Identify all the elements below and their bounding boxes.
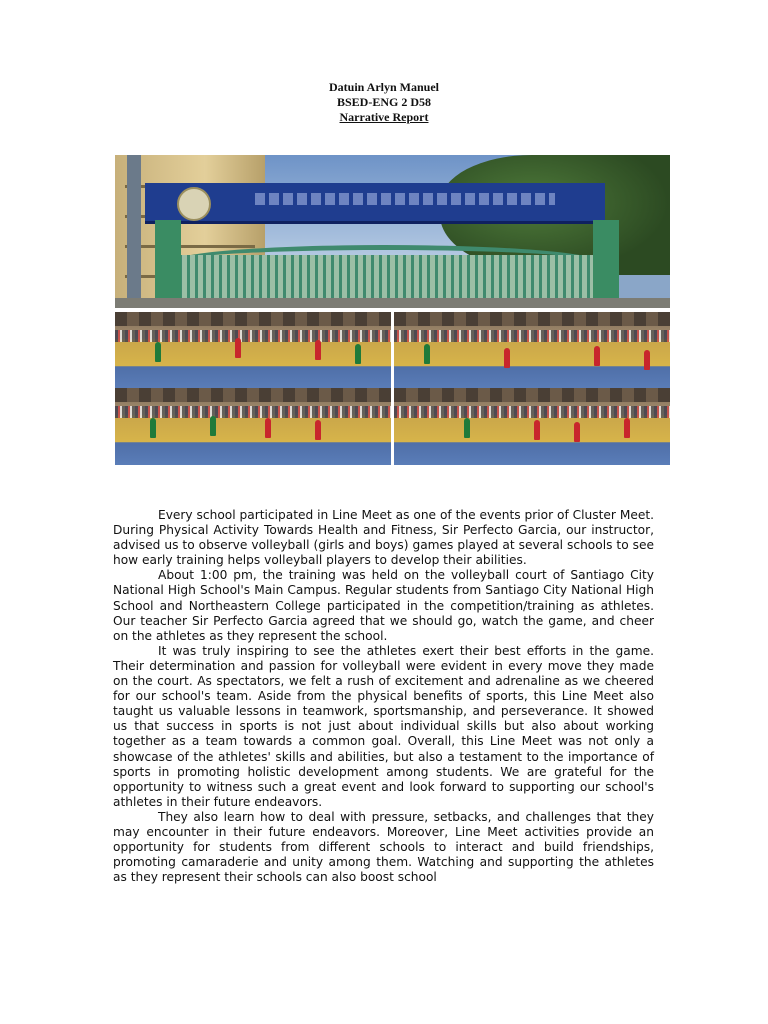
course-section: BSED-ENG 2 D58: [336, 95, 431, 109]
school-seal-icon: [177, 187, 211, 221]
author-name: Datuin Arlyn Manuel: [328, 80, 439, 94]
volleyball-court-photo-3: [115, 388, 391, 465]
report-title: Narrative Report: [339, 110, 429, 124]
paragraph: About 1:00 pm, the training was held on the volleyball court of Santiago City National High School's Main Campus. Regular students from Santiago City National High School and Northeastern College participated in the competition/training as athletes. Our teacher Sir Perfecto Garcia agreed that we should go, watch the game, and cheer on the athletes as they represent the school.: [113, 568, 654, 643]
volleyball-court-photo-1: [115, 312, 391, 389]
narrative-body: [113, 508, 654, 885]
volleyball-court-photo-2: [394, 312, 670, 389]
paragraph: They also learn how to deal with pressure, setbacks, and challenges that they may encounter in their future endeavors. Moreover, Line Meet activities provide an opportunity for students from different schools to interact and build friendships, promoting camaraderie and unity among them. Watching and supporting the athletes as they represent their schools can also boost school: [113, 809, 654, 885]
school-gate-photo: [115, 155, 670, 308]
paragraph: It was truly inspiring to see the athletes exert their best efforts in the game. Their determination and passion for volleyball were evident in every move they made on the court. As spectators, we felt a rush of excitement and adrenaline as we cheered for our school's team. Aside from the physical benefits of sports, this Line Meet also taught us valuable lessons in teamwork, sportsmanship, and perseverance. It showed us that success in sports is not just about individual skills but also about working together as a team towards a common goal. Overall, this Line Meet was not only a showcase of the athletes' skills and abilities, but also a testament to the importance of sports in promoting holistic development among students. We are grateful for the opportunity to witness such a great event and look forward to supporting our school's athletes in their future endeavors.: [113, 643, 654, 809]
photo-collage: [115, 155, 670, 465]
volleyball-court-photo-4: [394, 388, 670, 465]
document-header: [0, 80, 768, 125]
paragraph: Every school participated in Line Meet as one of the events prior of Cluster Meet. During Physical Activity Towards Health and Fitness, Sir Perfecto Garcia, our instructor, advised us to observe volleyball (girls and boys) games played at several schools to see how early training helps volleyball players to develop their abilities.: [113, 508, 654, 568]
